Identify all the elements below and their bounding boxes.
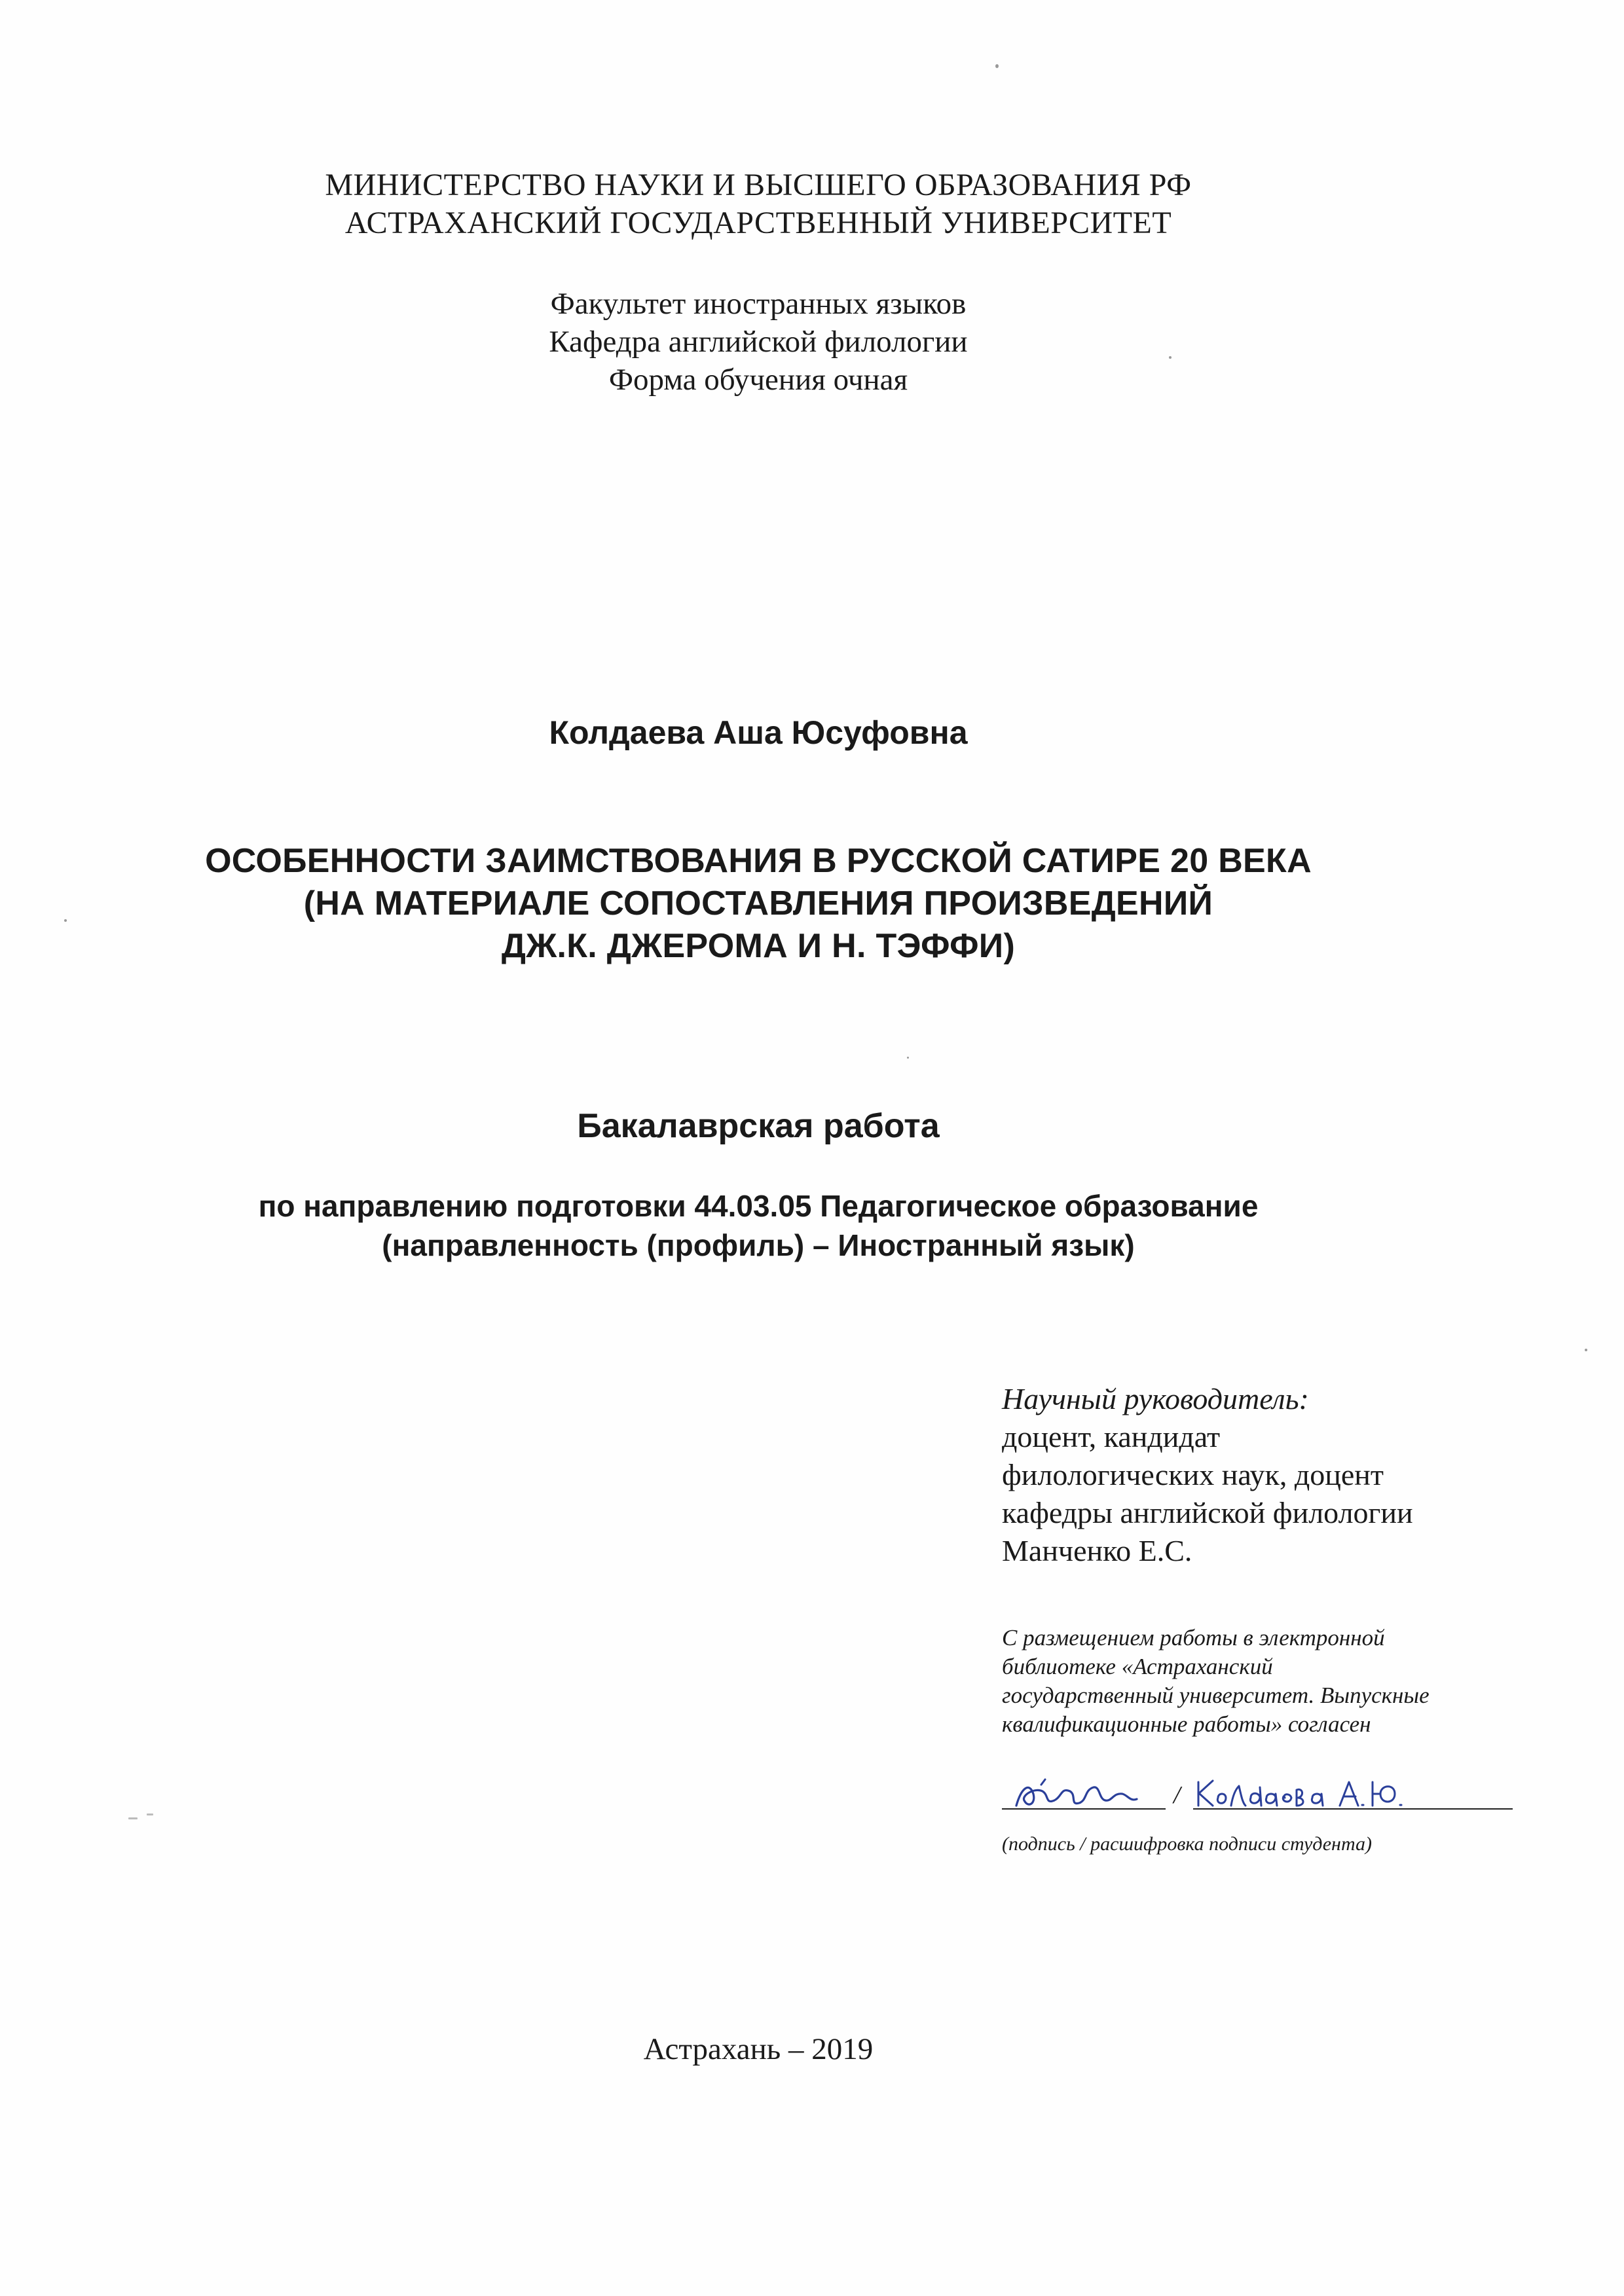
signature-caption: (подпись / расшифровка подписи студента) <box>1002 1833 1372 1855</box>
supervisor-label: Научный руководитель: <box>1002 1382 1309 1415</box>
supervisor-name: Манченко Е.С. <box>1002 1534 1192 1567</box>
department-name: Кафедра английской филологии <box>549 325 968 359</box>
scan-speck <box>907 1057 909 1059</box>
thesis-title-line-2: (НА МАТЕРИАЛЕ СОПОСТАВЛЕНИЯ ПРОИЗВЕДЕНИЙ <box>303 884 1213 922</box>
scan-speck <box>128 1817 138 1819</box>
scan-speck <box>147 1813 153 1815</box>
consent-line-2: библиотеке «Астраханский <box>1002 1654 1273 1679</box>
signature-row <box>1002 1768 1513 1820</box>
direction-line-2: (направленность (профиль) – Иностранный язык) <box>382 1228 1135 1262</box>
study-form: Форма обучения очная <box>608 363 908 397</box>
consent-line-1: С размещением работы в электронной <box>1002 1625 1385 1650</box>
scan-speck <box>1585 1349 1587 1351</box>
faculty-name: Факультет иностранных языков <box>550 287 967 321</box>
supervisor-position: доцент, кандидат <box>1002 1420 1221 1453</box>
thesis-title-line-3: ДЖ.К. ДЖЕРОМА И Н. ТЭФФИ) <box>501 927 1016 965</box>
supervisor-department: кафедры английской филологии <box>1002 1496 1413 1529</box>
work-type: Бакалаврская работа <box>577 1107 940 1145</box>
supervisor-degree: филологических наук, доцент <box>1002 1458 1384 1491</box>
consent-block <box>1002 1624 1539 1739</box>
thesis-title-line-1: ОСОБЕННОСТИ ЗАИМСТВОВАНИЯ В РУССКОЙ САТИРЕ 20 ВЕКА <box>205 842 1312 880</box>
consent-line-4: квалификационные работы» согласен <box>1002 1711 1371 1737</box>
ministry-name: МИНИСТЕРСТВО НАУКИ И ВЫСШЕГО ОБРАЗОВАНИЯ РФ <box>325 168 1192 202</box>
university-name: АСТРАХАНСКИЙ ГОСУДАРСТВЕННЫЙ УНИВЕРСИТЕТ <box>344 206 1172 240</box>
supervisor-block <box>1002 1380 1526 1570</box>
signature-separator: / <box>1173 1781 1181 1809</box>
handwritten-signature <box>1002 1768 1513 1820</box>
consent-line-3: государственный университет. Выпускные <box>1002 1683 1430 1708</box>
author-name: Колдаева Аша Юсуфовна <box>549 714 968 751</box>
city-year: Астрахань – 2019 <box>643 2032 874 2066</box>
direction-line-1: по направлению подготовки 44.03.05 Педагогическое образование <box>258 1189 1259 1223</box>
scan-speck <box>995 64 999 68</box>
